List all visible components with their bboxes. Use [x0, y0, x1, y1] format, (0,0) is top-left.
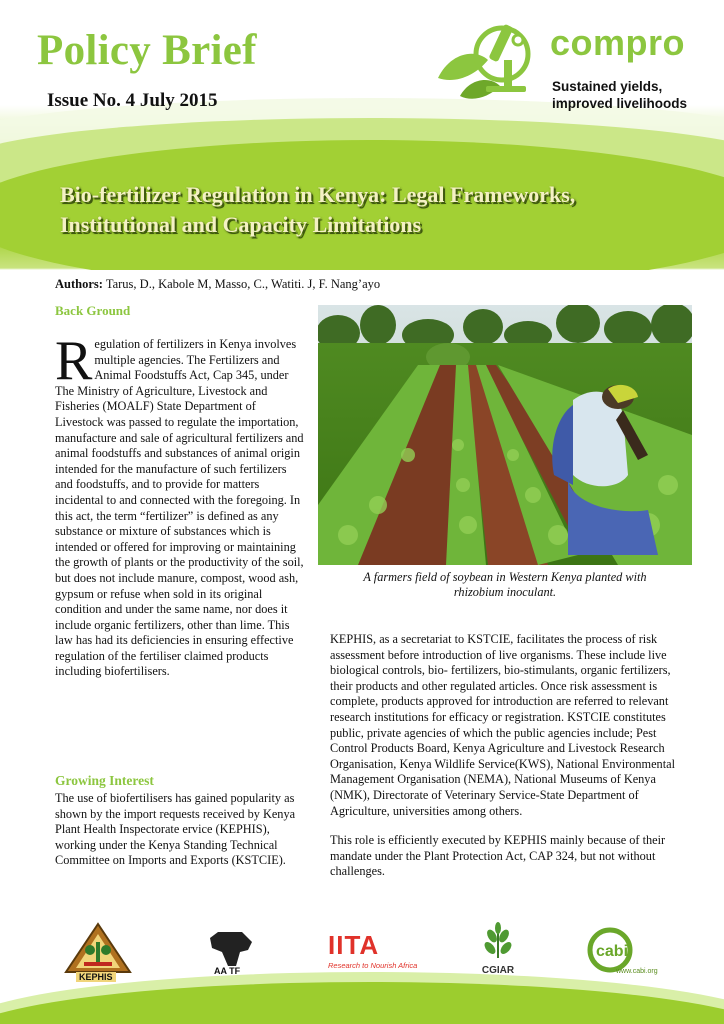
footer-partners [0, 920, 724, 1024]
compro-logo-name: compro [550, 22, 686, 63]
cabi-logo [586, 926, 666, 982]
growing-interest-section [55, 773, 305, 869]
cabi-url: www.cabi.org [616, 968, 658, 975]
document-main-title [60, 180, 680, 240]
dropcap-letter: R [55, 330, 93, 392]
iita-logo [328, 930, 428, 980]
background-paragraph [55, 330, 305, 680]
compro-tagline-line1: Sustained yields, [552, 79, 663, 94]
svg-text:cabi: cabi [596, 943, 629, 960]
authors-line [55, 277, 380, 292]
photo-caption-line2: rhizobium inoculant. [453, 585, 557, 599]
africa-map-icon [200, 928, 260, 968]
page-title: Policy Brief [37, 27, 257, 74]
header-banner [0, 0, 724, 270]
aatf-label: AA TF [214, 966, 241, 976]
kephis-logo [62, 922, 134, 986]
authors-label: Authors: [55, 277, 103, 291]
kephis-paragraph: KEPHIS, as a secretariat to KSTCIE, facilitates the process of risk assessment before introduction of live organisms. These include live biological controls, bio- fertilizers, bio-stimulants, organic fertilizers, their products and other regulated articles. Once risk assessment is complete, products approved for introduction are referred to relevant research institutions for efficacy or registration. KSTCIE constitutes public, private agencies of which the public agencies include; Pest Control Products Board, Kenya Agriculture and Livestock Research Organisation, Kenya Wildlife Service(KWS), National Environmental Management Organisation (NEMA), National Museums of Kenya (NMK), Directorate of Veterinary Service-State Department of Agriculture, universities among others. [330, 632, 675, 818]
cabi-circle-icon [586, 926, 636, 974]
growing-interest-heading: Growing Interest [55, 773, 154, 788]
main-title-line1: Bio-fertilizer Regulation in Kenya: Legal Frameworks, [60, 182, 576, 207]
kephis-emblem-icon [62, 922, 134, 974]
compro-tagline [552, 78, 712, 112]
iita-tagline: Research to Nourish Africa [328, 961, 418, 970]
cgiar-logo [468, 922, 528, 982]
wheat-icon [478, 922, 518, 960]
kephis-role-paragraph: This role is efficiently executed by KEPHIS mainly because of their mandate under the Plant Protection Act, CAP 324, but not without challenges. [330, 833, 666, 879]
compro-logo [430, 18, 710, 128]
leaf-microscope-icon [430, 18, 550, 113]
authors-names: Tarus, D., Kabole M, Masso, C., Watiti. J, F. Nang’ayo [105, 277, 381, 291]
background-section [55, 303, 305, 680]
background-heading: Back Ground [55, 303, 131, 318]
compro-tagline-line2: improved livelihoods [552, 96, 688, 111]
growing-interest-text: The use of biofertilisers has gained popularity as shown by the import requests received by Kenya Plant Health Inspectorate ervice (KEPHIS), working under the Kenya Standing Technical Committee on Imports and Exports (KSTCIE). [55, 791, 296, 868]
kephis-label: KEPHIS [76, 972, 116, 982]
right-column [330, 632, 690, 880]
photo-caption-line1: A farmers field of soybean in Western Kenya planted with [363, 570, 647, 584]
main-title-line2: Institutional and Capacity Limitations [60, 212, 422, 237]
soybean-field-photo [318, 305, 692, 565]
aatf-logo [200, 928, 272, 986]
field-image [318, 305, 692, 565]
cgiar-label: CGIAR [481, 965, 515, 976]
issue-label: Issue No. 4 July 2015 [47, 90, 218, 111]
background-text: egulation of fertilizers in Kenya involves multiple agencies. The Fertilizers and Animal Foodstuffs Act, Cap 345, under The Ministry of Agriculture, Livestock and Fisheries (MOALF) State Department of Livestock was passed to regulate the importation, manufacture and sale of agricultural fertilizers and animal foodstuffs and substances of animal origin intended for the manufacture of such fertilizers and foodstuffs, and to provide for matters incidental to and connected with the foregoing. In this act, the term “fertilizer” is defined as any substance or mixture of substances which is intended or offered for improving or maintaining the growth of plants or the productivity of the soil, but does not include manure, compost, wood ash, gypsum or refuse when sold in its original condition and under the same name, nor does it include organic fertilizers, other than lime. This law has had its deficiencies in ensuring effective regulation of the fertiliser claimed products including biofertilisers. [55, 337, 304, 679]
iita-label: IITA [328, 930, 380, 960]
photo-caption [318, 570, 692, 600]
